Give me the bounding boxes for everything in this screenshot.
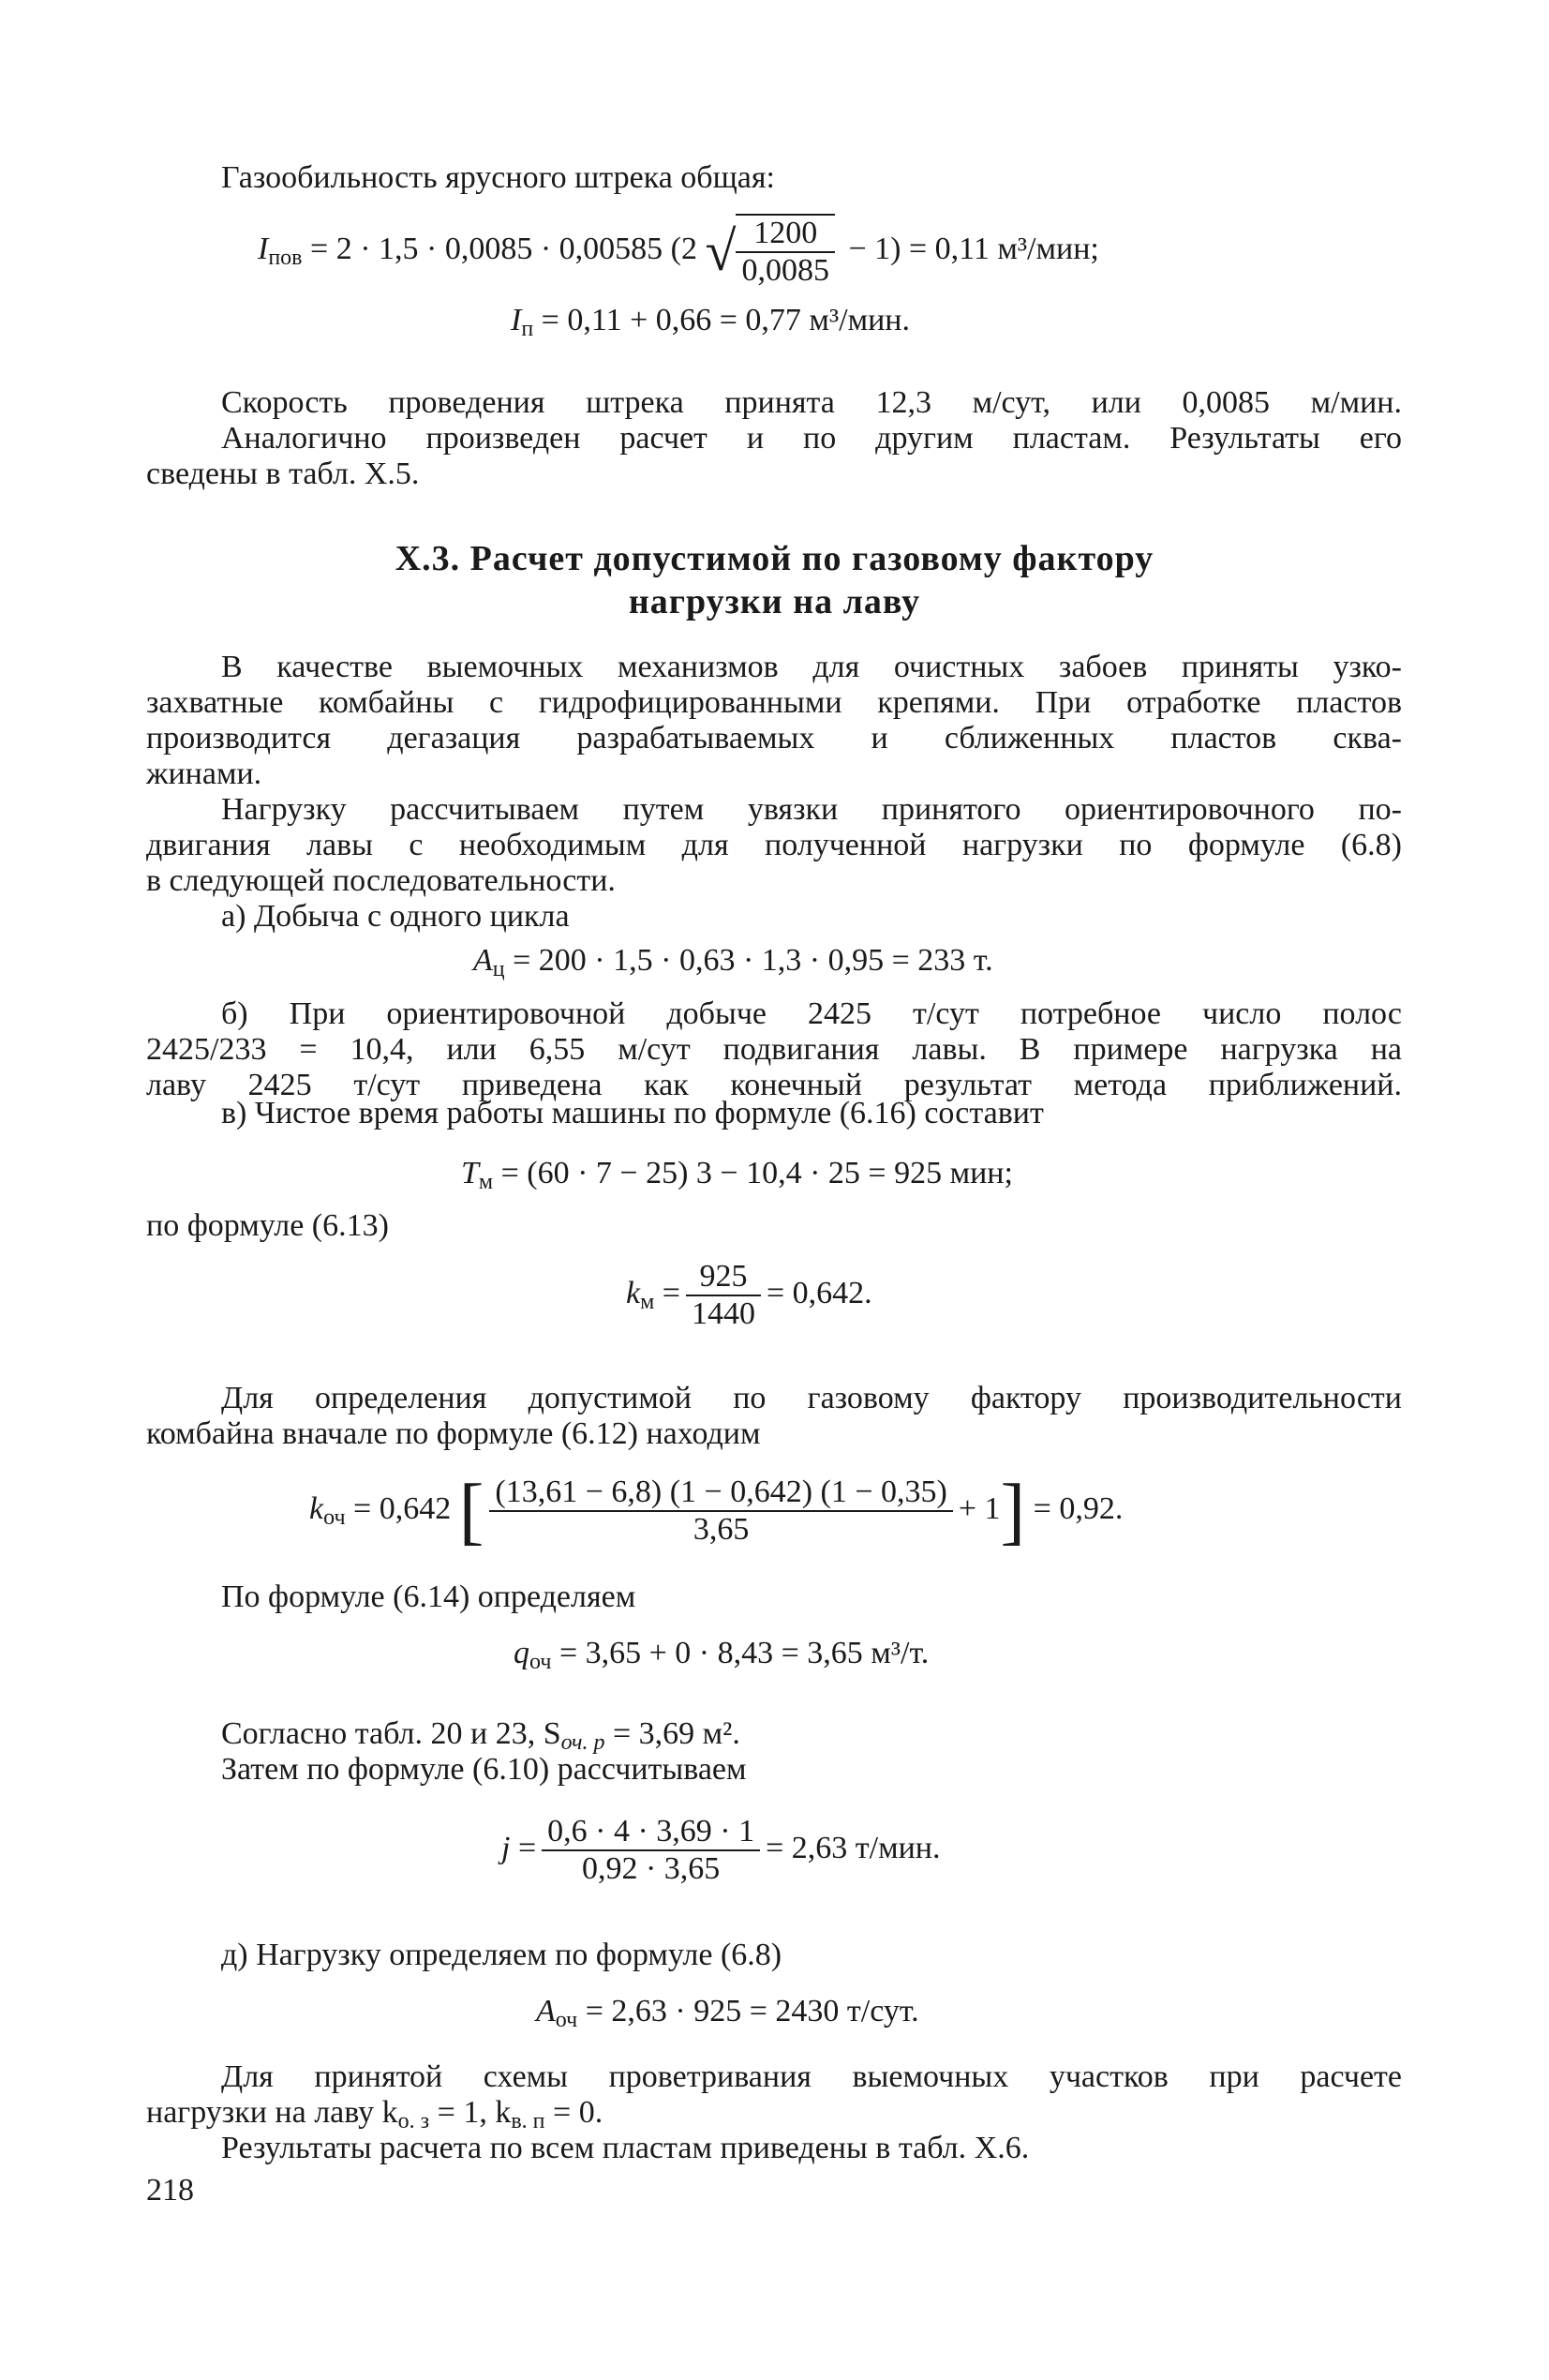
paragraph-line: В качестве выемочных механизмов для очистных забоев приняты узко- [221,650,1402,684]
bracket-close-icon: ] [1000,1470,1026,1552]
text-part: = 3,69 м². [604,1716,740,1751]
formula-subscript: пов [268,245,303,270]
paragraph-line: Аналогично произведен расчет и по другим пластам. Результаты его [221,421,1402,456]
paragraph-line: Нагрузку рассчитываем путем увязки принятого ориентировочного по- [221,792,1402,827]
formula-gas-release-drift [258,214,1099,289]
text-part: нагрузки на лаву k [146,2095,398,2130]
paragraph-line: производится дегазация разрабатываемых и сближенных пластов сква- [146,721,1402,756]
formula-symbol: A [473,943,493,978]
by-formula-6-10: Затем по формуле (6.10) рассчитываем [221,1752,747,1787]
formula-machine-time [461,1155,1013,1201]
text-part: Согласно табл. 20 и 23, S [221,1716,561,1751]
formula-gas-content [514,1635,929,1681]
formula-symbol: T [461,1156,479,1190]
section-heading: X.3. Расчет допустимой по газовому фактору [395,539,1154,578]
text-subscript: в. п [511,2109,545,2133]
sqrt-sign-icon: √ [705,220,737,282]
formula-advance-rate: j = $\frac{0,6 \cdot 4 \cdot 3,69 \cdot 1}{0,92 \cdot 3,65}$ = 2,63 т/мин. [501,1814,941,1886]
formula-result: = 0,92. [1033,1490,1124,1526]
paragraph-line: двигания лавы с необходимым для полученной нагрузки по формуле (6.8) [146,828,1402,862]
fraction [686,1259,761,1332]
formula-machine-coefficient: $k_м$ = $\frac{925}{1440}$ = 0,642. [626,1259,872,1331]
formula-subscript: ц [492,957,505,981]
formula-subscript: оч [529,1650,552,1674]
fraction [542,1814,760,1887]
formula-total-gas-release [511,302,910,348]
bracket-open-icon: [ [458,1470,484,1552]
fraction-denominator: 0,92 · 3,65 [581,1851,721,1886]
formula-result: = 3,65 + 0 · 8,43 = 3,65 м³/т. [559,1636,930,1670]
fraction-numerator: (13,61 − 6,8) (1 − 0,642) (1 − 0,35) [489,1474,952,1512]
paragraph-line: сведены в табл. X.5. [146,457,420,491]
fraction-denominator: 3,65 [693,1512,750,1547]
fraction-denominator: 0,0085 [741,253,829,288]
formula-subscript: оч [555,2008,578,2032]
paragraph-line: Для принятой схемы проветривания выемочных участков при расчете [221,2059,1402,2094]
formula-term: = 2 · 1,5 · 0,0085 · 0,00585 [310,231,663,266]
formula-subscript: оч [323,1504,346,1530]
paragraph-line: Скорость проведения штрека принята 12,3 м/сут, или 0,0085 м/мин. [221,385,1402,420]
formula-result: = 200 · 1,5 · 0,63 · 1,3 · 0,95 = 233 т. [513,943,993,978]
fraction-denominator: 1440 [691,1296,755,1331]
text-subscript: оч. р [560,1730,605,1755]
formula-result: = 0,11 + 0,66 = 0,77 м³/мин. [541,303,910,337]
formula-term: = 0,642 [353,1490,452,1526]
formula-symbol: I [258,231,269,266]
formula-result: = 0,642. [766,1275,872,1310]
formula-term: − 1) [848,231,901,266]
fraction-numerator: 925 [686,1259,761,1296]
formula-cleaning-coefficient [309,1470,1124,1552]
text-part: = 0. [544,2095,603,2130]
intro-text: Газообильность ярусного штрека общая: [221,160,775,195]
radical-fraction [736,214,835,289]
step-a: а) Добыча с одного цикла [221,899,570,934]
formula-result: = 2,63 · 925 = 2430 т/сут. [585,1994,919,2028]
formula-face-load [536,1993,919,2039]
step-d: д) Нагрузку определяем по формуле (6.8) [221,1938,782,1972]
formula-subscript: м [478,1170,494,1194]
text-part: = 1, k [429,2095,512,2130]
fraction-numerator: 0,6 · 4 · 3,69 · 1 [542,1814,760,1851]
by-formula-6-14: По формуле (6.14) определяем [221,1579,636,1614]
formula-result: = 2,63 т/мин. [766,1830,941,1865]
fraction [489,1474,952,1548]
fraction-numerator: 1200 [736,216,835,253]
paragraph-line: лаву 2425 т/сут приведена как конечный результат метода приближений. [146,1068,1402,1102]
formula-symbol: I [511,303,522,337]
step-v: в) Чистое время работы машины по формуле (6.16) составит [221,1096,1044,1130]
formula-symbol: j [501,1830,511,1865]
paragraph-line: Для определения допустимой по газовому фактору производительности [221,1381,1402,1415]
formula-subscript: п [521,317,534,341]
formula-result: = 0,11 м³/мин; [908,231,1099,266]
paragraph-line: б) При ориентировочной добыче 2425 т/сут потребное число полос [221,996,1402,1031]
formula-symbol: A [536,1994,556,2028]
formula-cycle-output [473,942,993,988]
formula-symbol: q [514,1636,529,1670]
formula-term: + 1 [958,1490,1001,1526]
paragraph-line: жинами. [146,756,262,791]
paragraph-line: в следующей последовательности. [146,863,616,898]
section-heading: нагрузки на лаву [628,582,921,621]
formula-symbol: k [309,1490,324,1526]
formula-symbol: k [626,1275,641,1310]
paragraph-line: комбайна вначале по формуле (6.12) находим [146,1416,761,1451]
formula-result: = (60 · 7 − 25) 3 − 10,4 · 25 = 925 мин; [500,1156,1013,1190]
page-number: 218 [146,2173,194,2208]
text-subscript: о. з [397,2109,430,2133]
paragraph-line: захватные комбайны с гидрофицированными крепями. При отработке пластов [146,685,1402,720]
by-formula-text: по формуле (6.13) [146,1208,389,1243]
formula-term: (2 [670,231,697,266]
paragraph-line: 2425/233 = 10,4, или 6,55 м/сут подвигания лавы. В примере нагрузка на [146,1032,1402,1067]
results-reference: Результаты расчета по всем пластам приведены в табл. X.6. [221,2131,1030,2165]
formula-subscript: м [640,1289,655,1314]
